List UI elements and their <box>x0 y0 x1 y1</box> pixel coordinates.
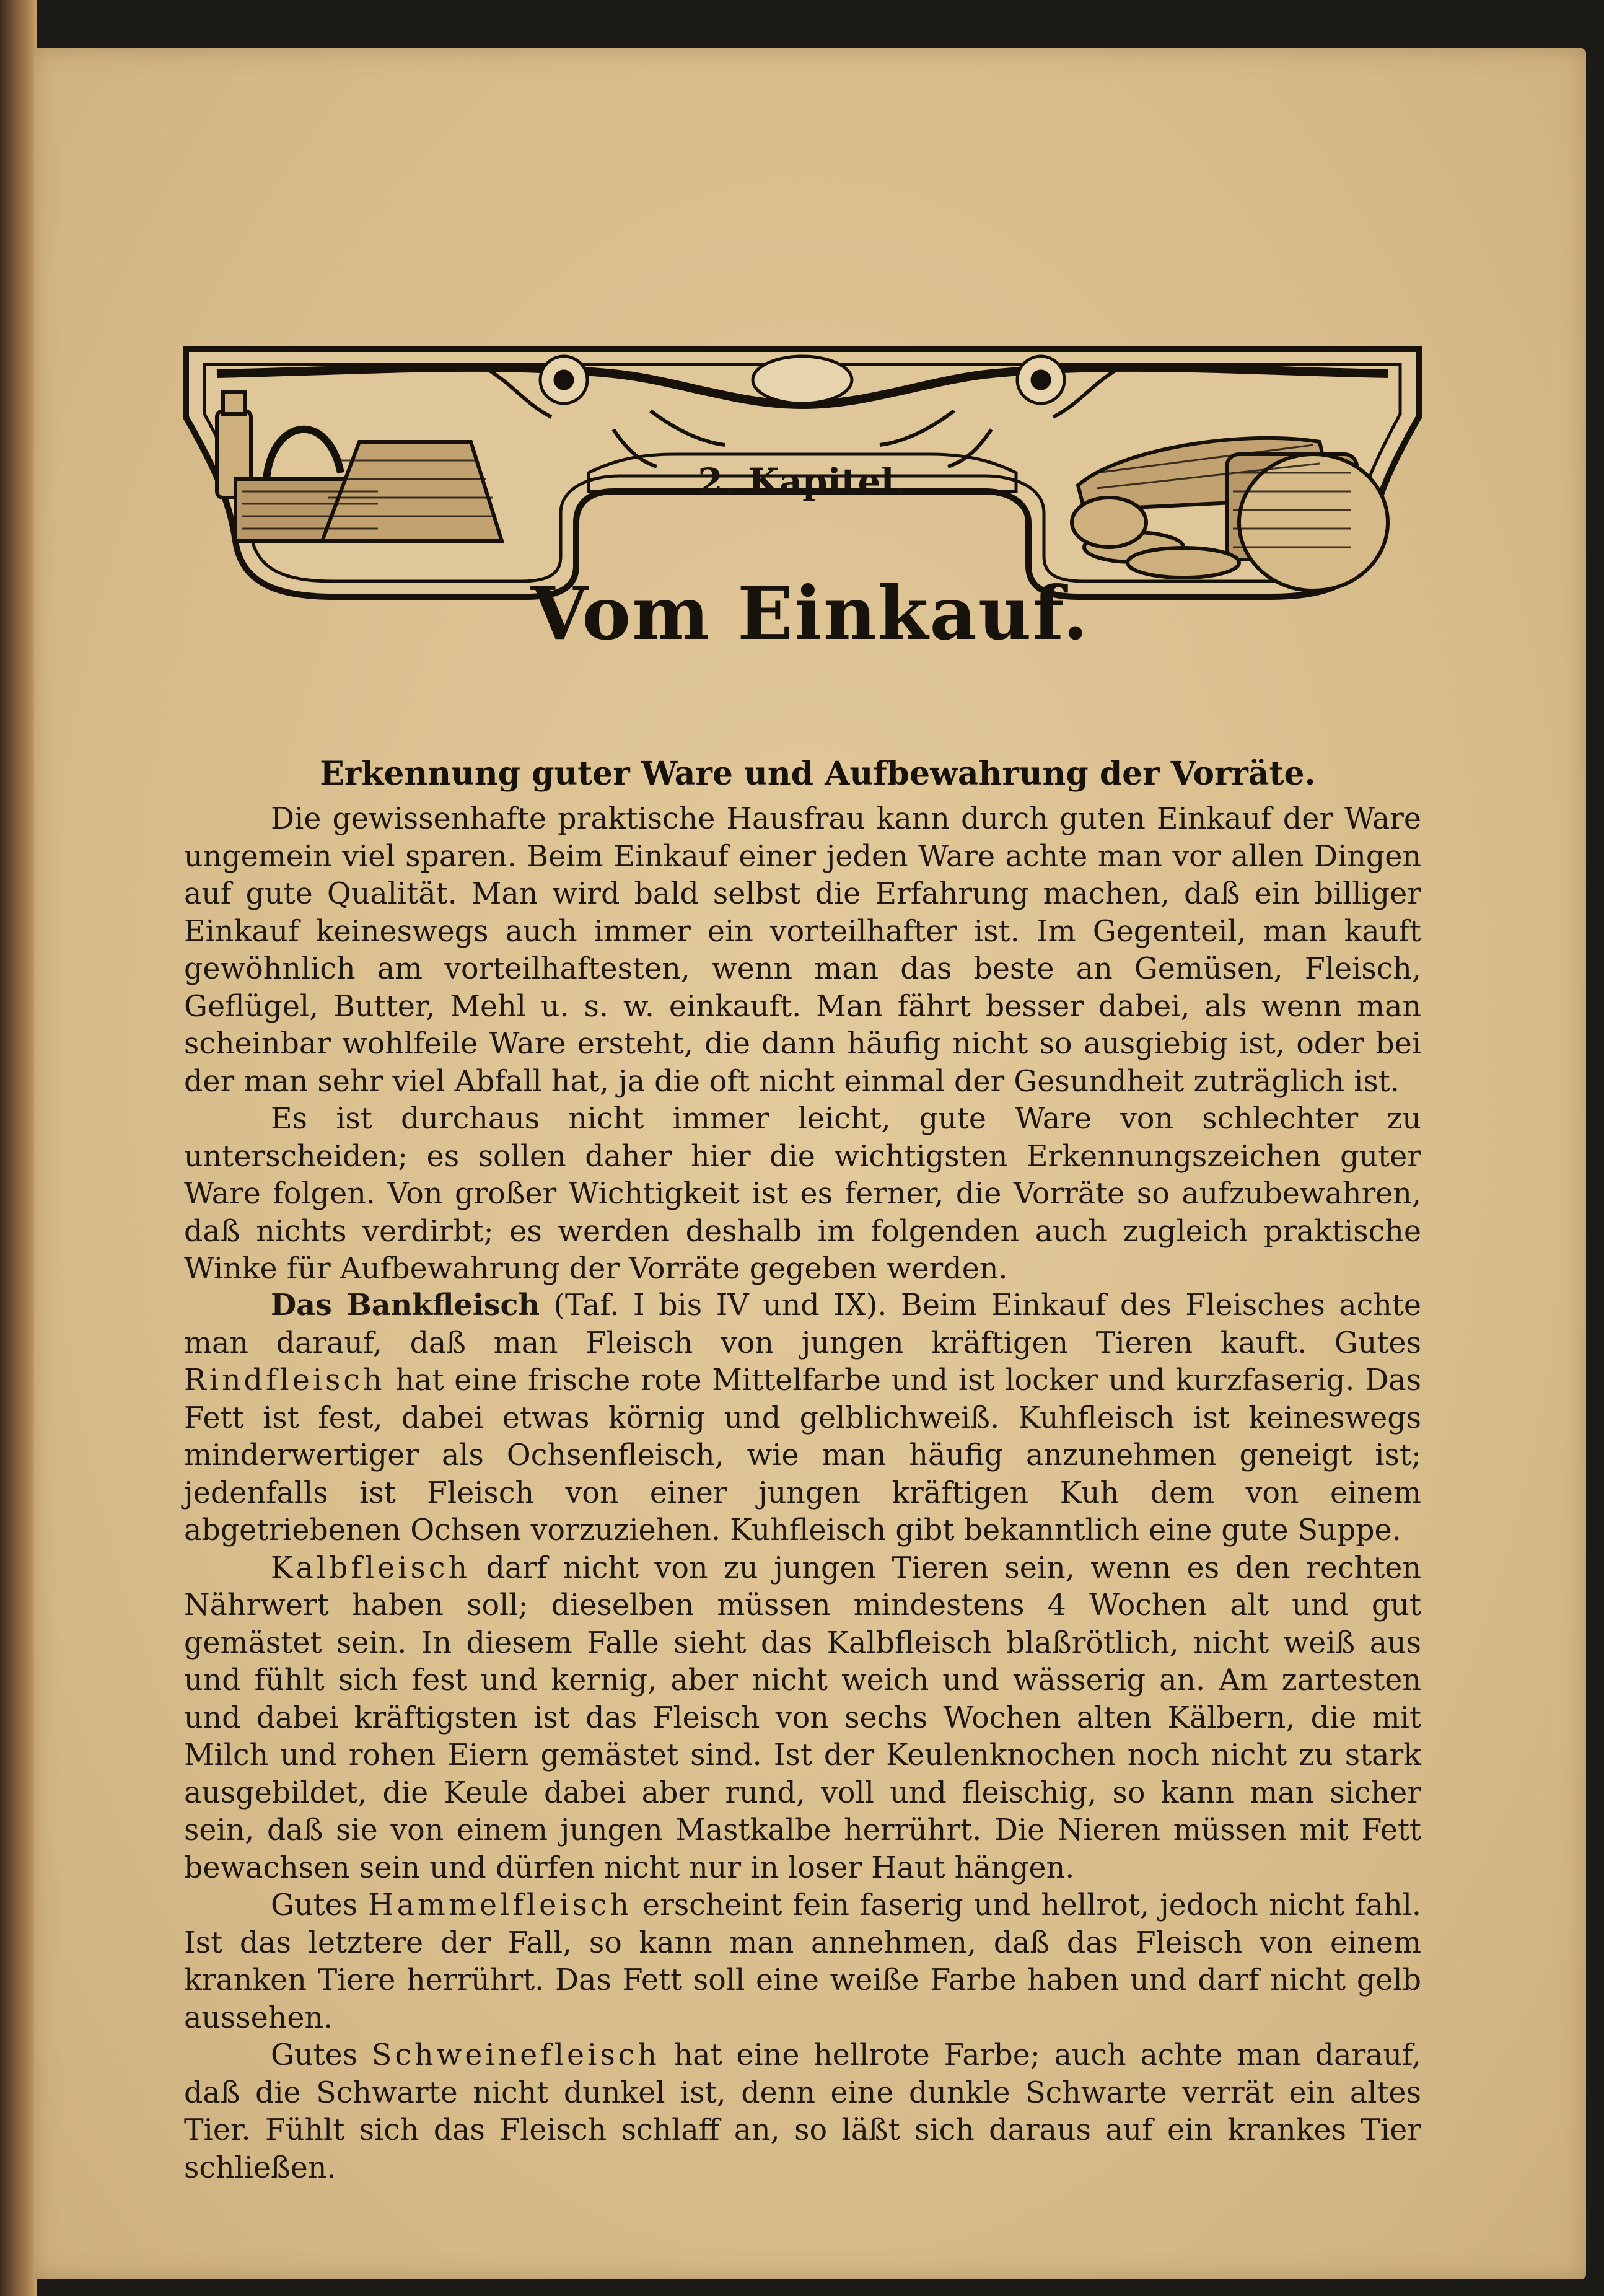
bankfleisch-p4-pre: Gutes <box>271 2038 372 2072</box>
intro-text <box>184 801 1421 1288</box>
intro-paragraph-1: Die gewissenhafte praktische Hausfrau kann durch guten Einkauf der Ware ungemein viel sparen. Beim Einkauf einer jeden Ware achte man vor allen Dingen auf gute Qualität. Man wird bald selbst die Erfahrung machen, daß ein billiger Einkauf keineswegs auch immer ein vorteilhafter ist. Im Gegenteil, man kauft gewöhnlich am vorteilhaftesten, wenn man das beste an Gemüsen, Fleisch, Geflügel, Butter, Mehl u. s. w. einkauft. Man fährt besser dabei, als wenn man scheinbar wohlfeile Ware ersteht, die dann häufig nicht so ausgiebig ist, oder bei der man sehr viel Abfall hat, ja die oft nicht einmal der Gesundheit zuträglich ist. <box>184 802 1421 1099</box>
bankfleisch-p2-rest: darf nicht von zu jungen Tieren sein, wenn es den rechten Nährwert haben soll; dieselben müssen mindestens 4 Wochen alt und gut gemästet sein. In diesem Falle sieht das Kalbfleisch blaßrötlich, nicht weiß aus und fühlt sich fest und kernig, aber nicht weich und wässerig an. Am zartesten und dabei kräftigsten ist das Fleisch von sechs Wochen alten Kälbern, die mit Milch und rohen Eiern gemästet sind. Ist der Keulenknochen noch nicht zu stark ausgebildet, die Keule dabei aber rund, voll und fleischig, so kann man sicher sein, daß sie von einem jungen Mastkalbe herrührt. Die Nieren müssen mit Fett bewachsen sein und dürfen nicht nur in loser Haut hängen. <box>184 1550 1421 1885</box>
term-hammelfleisch: Hammelfleisch <box>368 1888 632 1922</box>
bankfleisch-paragraph-2 <box>184 1550 1421 1888</box>
bankfleisch-lead-rest: (Taf. I bis IV und IX). Beim Einkauf des Fleisches achte man darauf, daß man Fleisch von jungen kräftigen Tieren kauft. Gutes <box>184 1288 1421 1360</box>
term-kalbfleisch: Kalbfleisch <box>271 1550 471 1585</box>
bankfleisch-section <box>184 1287 1421 2187</box>
bankfleisch-paragraph-3 <box>184 1887 1421 2037</box>
bankfleisch-lead: Das Bankfleisch <box>271 1288 540 1322</box>
chapter-label: 2. Kapitel. <box>698 460 907 503</box>
term-schweinefleisch: Schweinefleisch <box>371 2038 660 2072</box>
bankfleisch-p1-rest: hat eine frische rote Mittelfarbe und ist locker und kurzfaserig. Das Fett ist fest, dabei etwas körnig und gelblichweiß. Kuhfleisch ist keineswegs minderwertiger als Ochsenfleisch, wie man häufig anzunehmen geneigt ist; jedenfalls ist Fleisch von einer jungen kräftigen Kuh dem von einem abgetriebenen Ochsen vorzuziehen. Kuhfleisch gibt bekanntlich eine gute Suppe. <box>184 1363 1421 1547</box>
bankfleisch-p3-rest: erscheint fein faserig und hellrot, jedoch nicht fahl. Ist das letztere der Fall, so kann man annehmen, daß das Fleisch von einem kranken Tiere herrührt. Das Fett soll eine weiße Farbe haben und darf nicht gelb aussehen. <box>184 1888 1421 2035</box>
bankfleisch-p4-rest: hat eine hellrote Farbe; auch achte man darauf, daß die Schwarte nicht dunkel ist, denn eine dunkle Schwarte verrät ein altes Tier. Fühlt sich das Fleisch schlaff an, so läßt sich daraus auf ein krankes Tier schließen. <box>184 2038 1421 2185</box>
page-title: Vom Einkauf. <box>530 570 1090 656</box>
term-rindfleisch: Rindfleisch <box>184 1363 385 1397</box>
intro-paragraph-2: Es ist durchaus nicht immer leicht, gute Ware von schlechter zu unterscheiden; es sollen daher hier die wichtigsten Erkennungszeichen guter Ware folgen. Von großer Wichtigkeit ist es ferner, die Vorräte so aufzubewahren, daß nichts verdirbt; es werden deshalb im folgenden auch zugleich praktische Winke für Aufbewahrung der Vorräte gegeben werden. <box>184 1102 1421 1286</box>
bankfleisch-paragraph-1 <box>184 1287 1421 1550</box>
section-heading: Erkennung guter Ware und Aufbewahrung der Vorräte. <box>320 755 1316 793</box>
book-spine <box>0 0 37 2296</box>
bankfleisch-p3-pre: Gutes <box>271 1888 369 1922</box>
bankfleisch-paragraph-4 <box>184 2037 1421 2187</box>
book-page <box>34 48 1586 2279</box>
